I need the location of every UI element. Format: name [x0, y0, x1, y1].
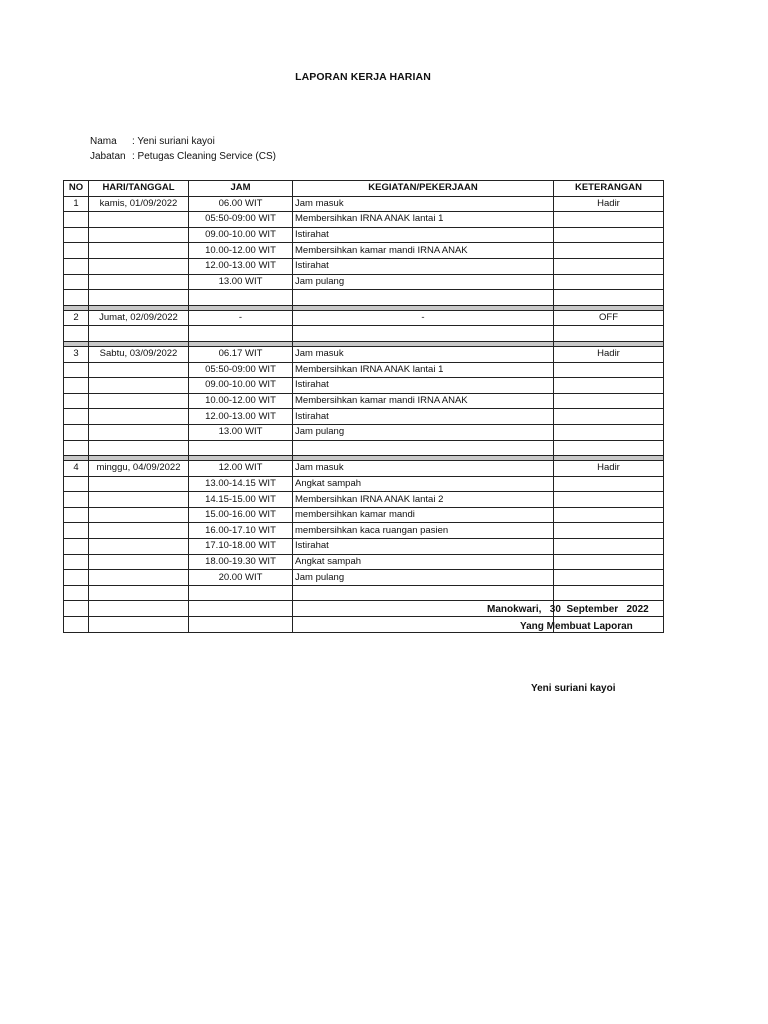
cell-no: [64, 212, 89, 228]
cell-time: 05:50-09:00 WIT: [189, 212, 293, 228]
cell-remarks: [554, 274, 664, 290]
cell-remarks: OFF: [554, 310, 664, 326]
cell-no: 3: [64, 346, 89, 362]
cell-remarks: [554, 243, 664, 259]
table-row: [64, 507, 664, 523]
cell-activity: Membersihkan kamar mandi IRNA ANAK: [293, 393, 554, 409]
cell-no: [64, 326, 89, 342]
cell-date: kamis, 01/09/2022: [89, 196, 189, 212]
cell-time: 10.00-12.00 WIT: [189, 393, 293, 409]
cell-date: [89, 440, 189, 456]
cell-no: [64, 409, 89, 425]
table-row: [64, 424, 664, 440]
cell-activity: [293, 585, 554, 601]
cell-remarks: [554, 290, 664, 306]
cell-date: [89, 523, 189, 539]
cell-no: [64, 362, 89, 378]
cell-remarks: [554, 326, 664, 342]
table-row: [64, 243, 664, 259]
cell-time: 12.00 WIT: [189, 461, 293, 477]
table-row: [64, 378, 664, 394]
table-body: [64, 196, 664, 632]
cell-activity: [293, 440, 554, 456]
cell-remarks: [554, 570, 664, 586]
table-row: [64, 290, 664, 306]
cell-time: 06.00 WIT: [189, 196, 293, 212]
cell-date: [89, 212, 189, 228]
cell-remarks: Hadir: [554, 461, 664, 477]
cell-remarks: [554, 440, 664, 456]
cell-time: [189, 326, 293, 342]
cell-date: [89, 227, 189, 243]
cell-remarks: [554, 476, 664, 492]
cell-activity: -: [293, 310, 554, 326]
cell-time: 13.00-14.15 WIT: [189, 476, 293, 492]
cell-date: [89, 393, 189, 409]
cell-no: [64, 507, 89, 523]
cell-activity: Jam pulang: [293, 274, 554, 290]
header-remarks: KETERANGAN: [554, 181, 664, 197]
cell-remarks: [554, 507, 664, 523]
cell-activity: Membersihkan IRNA ANAK lantai 1: [293, 212, 554, 228]
signature-role: Yang Membuat Laporan: [520, 621, 633, 632]
cell-time: 16.00-17.10 WIT: [189, 523, 293, 539]
cell-time: 12.00-13.00 WIT: [189, 258, 293, 274]
name-line: [90, 136, 215, 147]
cell-no: [64, 274, 89, 290]
cell-remarks: Hadir: [554, 196, 664, 212]
cell-no: [64, 523, 89, 539]
header-time: JAM: [189, 181, 293, 197]
table-row: [64, 585, 664, 601]
table-row: [64, 440, 664, 456]
table-header-row: [64, 181, 664, 197]
cell-date: [89, 585, 189, 601]
cell-no: [64, 570, 89, 586]
cell-no: [64, 554, 89, 570]
report-table: [63, 180, 664, 633]
cell-no: [64, 378, 89, 394]
table-row: [64, 362, 664, 378]
cell-date: [89, 617, 189, 633]
table-row: [64, 326, 664, 342]
cell-remarks: [554, 378, 664, 394]
table-row: [64, 310, 664, 326]
cell-activity: [293, 617, 554, 633]
cell-date: Jumat, 02/09/2022: [89, 310, 189, 326]
cell-date: [89, 326, 189, 342]
cell-date: [89, 424, 189, 440]
cell-time: 13.00 WIT: [189, 274, 293, 290]
cell-no: [64, 258, 89, 274]
cell-time: [189, 617, 293, 633]
cell-activity: Jam pulang: [293, 570, 554, 586]
cell-activity: membersihkan kaca ruangan pasien: [293, 523, 554, 539]
cell-date: [89, 601, 189, 617]
cell-time: 14.15-15.00 WIT: [189, 492, 293, 508]
cell-remarks: [554, 492, 664, 508]
cell-no: [64, 617, 89, 633]
cell-activity: Istirahat: [293, 409, 554, 425]
cell-date: [89, 243, 189, 259]
table-row: [64, 539, 664, 555]
cell-time: [189, 601, 293, 617]
table-row: [64, 492, 664, 508]
cell-time: 18.00-19.30 WIT: [189, 554, 293, 570]
table-row: [64, 409, 664, 425]
cell-date: [89, 290, 189, 306]
cell-remarks: [554, 424, 664, 440]
cell-date: minggu, 04/09/2022: [89, 461, 189, 477]
cell-activity: [293, 290, 554, 306]
cell-date: [89, 507, 189, 523]
header-activity: KEGIATAN/PEKERJAAN: [293, 181, 554, 197]
table-row: [64, 274, 664, 290]
cell-no: [64, 585, 89, 601]
cell-activity: Membersihkan IRNA ANAK lantai 2: [293, 492, 554, 508]
cell-time: 10.00-12.00 WIT: [189, 243, 293, 259]
header-no: NO: [64, 181, 89, 197]
table-row: [64, 212, 664, 228]
signature-place-date: Manokwari, 30 September 2022: [487, 604, 649, 615]
cell-activity: Jam masuk: [293, 196, 554, 212]
cell-remarks: [554, 393, 664, 409]
cell-time: 12.00-13.00 WIT: [189, 409, 293, 425]
cell-remarks: [554, 212, 664, 228]
cell-remarks: [554, 362, 664, 378]
cell-activity: [293, 326, 554, 342]
cell-activity: membersihkan kamar mandi: [293, 507, 554, 523]
table-row: [64, 523, 664, 539]
cell-date: [89, 378, 189, 394]
cell-no: [64, 393, 89, 409]
position-label: Jabatan: [90, 151, 126, 162]
cell-time: 06.17 WIT: [189, 346, 293, 362]
cell-date: [89, 554, 189, 570]
cell-activity: Membersihkan IRNA ANAK lantai 1: [293, 362, 554, 378]
cell-time: [189, 440, 293, 456]
cell-date: [89, 570, 189, 586]
table-row: [64, 393, 664, 409]
cell-time: 17.10-18.00 WIT: [189, 539, 293, 555]
table-row: [64, 554, 664, 570]
cell-no: [64, 539, 89, 555]
cell-time: 15.00-16.00 WIT: [189, 507, 293, 523]
cell-time: 20.00 WIT: [189, 570, 293, 586]
cell-time: 09.00-10.00 WIT: [189, 227, 293, 243]
cell-no: 4: [64, 461, 89, 477]
cell-activity: Istirahat: [293, 258, 554, 274]
cell-time: -: [189, 310, 293, 326]
name-label: Nama: [90, 136, 117, 147]
cell-no: [64, 424, 89, 440]
cell-remarks: Hadir: [554, 346, 664, 362]
table-row: [64, 346, 664, 362]
cell-no: [64, 243, 89, 259]
cell-date: [89, 274, 189, 290]
cell-no: [64, 440, 89, 456]
cell-no: 1: [64, 196, 89, 212]
cell-activity: Jam masuk: [293, 346, 554, 362]
table-row: [64, 258, 664, 274]
cell-activity: Istirahat: [293, 378, 554, 394]
cell-remarks: [554, 409, 664, 425]
cell-date: Sabtu, 03/09/2022: [89, 346, 189, 362]
cell-time: 13.00 WIT: [189, 424, 293, 440]
cell-no: [64, 492, 89, 508]
cell-activity: Istirahat: [293, 227, 554, 243]
header-date: HARI/TANGGAL: [89, 181, 189, 197]
cell-date: [89, 362, 189, 378]
cell-activity: Jam masuk: [293, 461, 554, 477]
cell-remarks: [554, 554, 664, 570]
signature-name: Yeni suriani kayoi: [531, 683, 616, 694]
cell-activity: Jam pulang: [293, 424, 554, 440]
cell-activity: Istirahat: [293, 539, 554, 555]
cell-date: [89, 258, 189, 274]
cell-time: 05:50-09:00 WIT: [189, 362, 293, 378]
cell-remarks: [554, 523, 664, 539]
cell-time: [189, 290, 293, 306]
cell-no: [64, 290, 89, 306]
cell-time: [189, 585, 293, 601]
cell-no: [64, 601, 89, 617]
cell-time: 09.00-10.00 WIT: [189, 378, 293, 394]
table-row: [64, 570, 664, 586]
position-value: : Petugas Cleaning Service (CS): [132, 151, 276, 162]
cell-no: [64, 476, 89, 492]
cell-remarks: [554, 539, 664, 555]
cell-date: [89, 409, 189, 425]
cell-date: [89, 539, 189, 555]
cell-remarks: [554, 585, 664, 601]
cell-no: [64, 227, 89, 243]
cell-date: [89, 476, 189, 492]
cell-no: 2: [64, 310, 89, 326]
cell-date: [89, 492, 189, 508]
table-row: [64, 227, 664, 243]
cell-activity: Membersihkan kamar mandi IRNA ANAK: [293, 243, 554, 259]
cell-remarks: [554, 227, 664, 243]
position-line: [90, 151, 276, 162]
cell-activity: Angkat sampah: [293, 554, 554, 570]
cell-activity: Angkat sampah: [293, 476, 554, 492]
name-value: : Yeni suriani kayoi: [132, 136, 215, 147]
table-row: [64, 476, 664, 492]
cell-remarks: [554, 258, 664, 274]
table-row: [64, 196, 664, 212]
table-row: [64, 461, 664, 477]
report-title: LAPORAN KERJA HARIAN: [295, 71, 431, 83]
